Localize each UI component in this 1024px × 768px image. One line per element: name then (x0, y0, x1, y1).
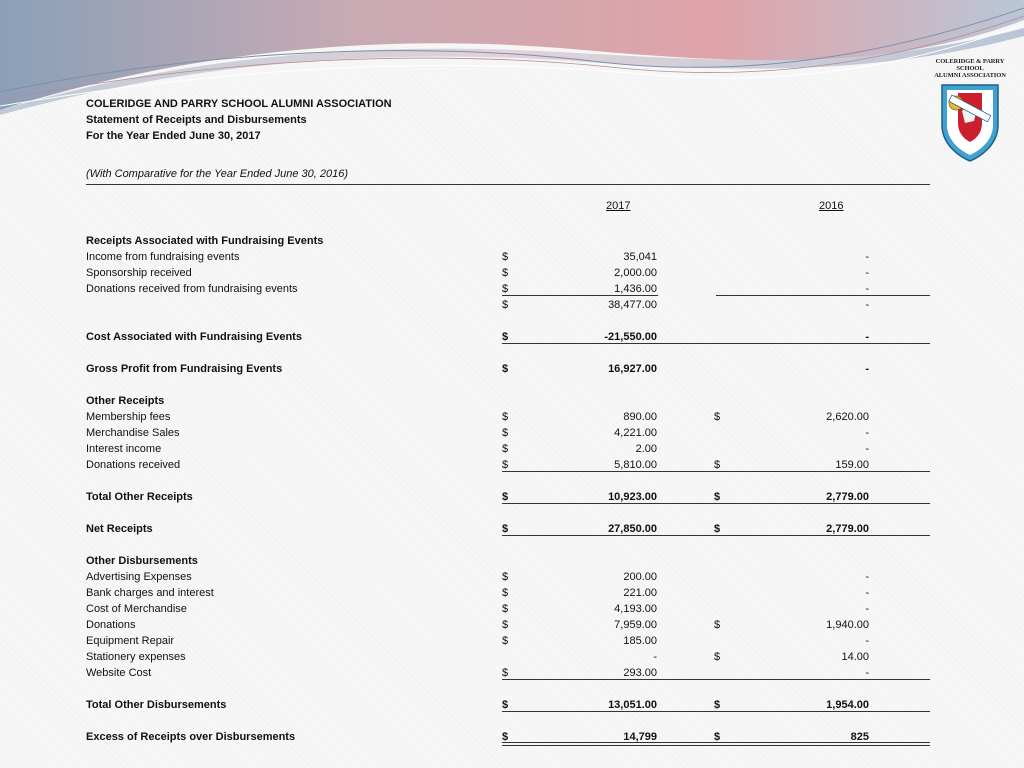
amount: - (865, 299, 869, 311)
total-rule (502, 742, 930, 743)
value-2017 (502, 409, 657, 425)
amount: 2,779.00 (826, 523, 869, 535)
amount: 1,436.00 (614, 283, 657, 295)
currency-symbol: $ (714, 523, 721, 535)
currency-symbol: $ (502, 699, 509, 711)
column-header-2017: 2017 (606, 200, 631, 212)
table-row (86, 393, 930, 409)
currency-symbol: $ (714, 411, 721, 423)
value-2017 (502, 585, 657, 601)
amount: - (865, 363, 869, 375)
amount: 221.00 (623, 587, 657, 599)
currency-symbol: $ (714, 699, 721, 711)
value-2016 (714, 249, 869, 265)
value-2016 (714, 633, 869, 649)
amount: - (865, 635, 869, 647)
amount: 1,954.00 (826, 699, 869, 711)
amount: 293.00 (623, 667, 657, 679)
currency-symbol: $ (502, 459, 509, 471)
value-2016 (714, 585, 869, 601)
row-label: Sponsorship received (86, 267, 192, 279)
organization-name: COLERIDGE AND PARRY SCHOOL ALUMNI ASSOCIATION (86, 98, 392, 110)
row-label: Excess of Receipts over Disbursements (86, 731, 296, 743)
currency-symbol: $ (502, 363, 509, 375)
value-2016 (714, 409, 869, 425)
row-label: Advertising Expenses (86, 571, 192, 583)
value-2017 (502, 249, 657, 265)
row-label: Donations received from fundraising events (86, 283, 298, 295)
row-label: Donations received (86, 459, 181, 471)
value-2016 (714, 617, 869, 633)
row-label: Bank charges and interest (86, 587, 214, 599)
row-label: Total Other Receipts (86, 491, 193, 503)
total-rule (502, 711, 930, 712)
row-label: Stationery expenses (86, 651, 186, 663)
amount: 159.00 (835, 459, 869, 471)
currency-symbol: $ (714, 651, 721, 663)
table-row (86, 585, 930, 601)
total-rule (502, 535, 930, 536)
value-2017 (502, 649, 657, 665)
table-row (86, 617, 930, 633)
table-row (86, 361, 930, 377)
crest-shield-icon (938, 81, 1002, 163)
amount: 35,041 (623, 251, 657, 263)
amount: 10,923.00 (608, 491, 657, 503)
table-row (86, 297, 930, 313)
amount: 4,193.00 (614, 603, 657, 615)
value-2016 (714, 601, 869, 617)
amount: 185.00 (623, 635, 657, 647)
currency-symbol: $ (714, 459, 721, 471)
amount: - (865, 267, 869, 279)
table-row (86, 553, 930, 569)
table-row (86, 601, 930, 617)
table-row (86, 649, 930, 665)
amount: - (865, 571, 869, 583)
amount: 200.00 (623, 571, 657, 583)
amount: - (865, 427, 869, 439)
row-label: Interest income (86, 443, 162, 455)
total-rule (502, 343, 930, 344)
column-header-2016: 2016 (819, 200, 844, 212)
table-row (86, 249, 930, 265)
row-label: Receipts Associated with Fundraising Events (86, 235, 324, 247)
row-label: Other Receipts (86, 395, 165, 407)
table-row (86, 569, 930, 585)
row-label: Website Cost (86, 667, 152, 679)
currency-symbol: $ (502, 411, 509, 423)
currency-symbol: $ (502, 635, 509, 647)
amount: 16,927.00 (608, 363, 657, 375)
row-label: Donations (86, 619, 136, 631)
currency-symbol: $ (502, 283, 509, 295)
amount: 1,940.00 (826, 619, 869, 631)
currency-symbol: $ (502, 571, 509, 583)
row-label: Cost of Merchandise (86, 603, 187, 615)
amount: 27,850.00 (608, 523, 657, 535)
association-logo (924, 58, 1016, 158)
currency-symbol: $ (502, 603, 509, 615)
statement-title: Statement of Receipts and Disbursements (86, 114, 307, 126)
amount: 7,959.00 (614, 619, 657, 631)
amount: 4,221.00 (614, 427, 657, 439)
value-2016 (714, 265, 869, 281)
amount: - (865, 331, 869, 343)
total-rule (716, 295, 930, 296)
amount: - (865, 443, 869, 455)
row-label: Merchandise Sales (86, 427, 180, 439)
value-2017 (502, 265, 657, 281)
amount: 14.00 (841, 651, 869, 663)
amount: 2,620.00 (826, 411, 869, 423)
amount: - (653, 651, 657, 663)
statement-header (86, 96, 392, 144)
value-2017 (502, 441, 657, 457)
logo-name-line1: COLERIDGE & PARRY SCHOOL (935, 58, 1005, 72)
table-row (86, 441, 930, 457)
currency-symbol: $ (502, 331, 509, 343)
value-2017 (502, 617, 657, 633)
comparative-note: (With Comparative for the Year Ended June 30, 2016) (86, 168, 349, 180)
amount: 14,799 (623, 731, 657, 743)
row-label: Membership fees (86, 411, 171, 423)
table-row (86, 425, 930, 441)
amount: - (865, 603, 869, 615)
currency-symbol: $ (502, 251, 509, 263)
row-label: Income from fundraising events (86, 251, 240, 263)
value-2016 (714, 297, 869, 313)
value-2017 (502, 425, 657, 441)
row-label: Total Other Disbursements (86, 699, 227, 711)
value-2017 (502, 633, 657, 649)
amount: 2.00 (635, 443, 657, 455)
currency-symbol: $ (502, 619, 509, 631)
amount: 5,810.00 (614, 459, 657, 471)
currency-symbol: $ (714, 491, 721, 503)
total-rule (502, 503, 930, 504)
value-2017 (502, 361, 657, 377)
row-label: Cost Associated with Fundraising Events (86, 331, 302, 343)
currency-symbol: $ (502, 731, 509, 743)
amount: 890.00 (623, 411, 657, 423)
value-2016 (714, 425, 869, 441)
total-rule (502, 471, 930, 472)
currency-symbol: $ (502, 491, 509, 503)
amount: 2,779.00 (826, 491, 869, 503)
currency-symbol: $ (714, 731, 721, 743)
currency-symbol: $ (502, 443, 509, 455)
row-label: Net Receipts (86, 523, 153, 535)
value-2017 (502, 601, 657, 617)
amount: 2,000.00 (614, 267, 657, 279)
value-2017 (502, 569, 657, 585)
value-2016 (714, 361, 869, 377)
value-2016 (714, 569, 869, 585)
table-row (86, 233, 930, 249)
amount: 38,477.00 (608, 299, 657, 311)
amount: 825 (850, 731, 869, 743)
currency-symbol: $ (714, 619, 721, 631)
total-rule (502, 295, 658, 296)
table-row (86, 265, 930, 281)
amount: - (865, 587, 869, 599)
statement-period: For the Year Ended June 30, 2017 (86, 130, 261, 142)
amount: - (865, 251, 869, 263)
table-row (86, 633, 930, 649)
value-2016 (714, 649, 869, 665)
row-label: Equipment Repair (86, 635, 175, 647)
value-2017 (502, 297, 657, 313)
table-row (86, 409, 930, 425)
amount: -21,550.00 (604, 331, 657, 343)
total-rule (502, 679, 930, 680)
amount: 13,051.00 (608, 699, 657, 711)
amount: - (865, 283, 869, 295)
row-label: Other Disbursements (86, 555, 198, 567)
value-2016 (714, 441, 869, 457)
row-label: Gross Profit from Fundraising Events (86, 363, 283, 375)
header-rule (86, 184, 930, 185)
total-rule (502, 745, 930, 746)
currency-symbol: $ (502, 523, 509, 535)
logo-name-line2: ALUMNI ASSOCIATION (934, 72, 1006, 79)
currency-symbol: $ (502, 299, 509, 311)
currency-symbol: $ (502, 587, 509, 599)
currency-symbol: $ (502, 427, 509, 439)
currency-symbol: $ (502, 667, 509, 679)
currency-symbol: $ (502, 267, 509, 279)
amount: - (865, 667, 869, 679)
